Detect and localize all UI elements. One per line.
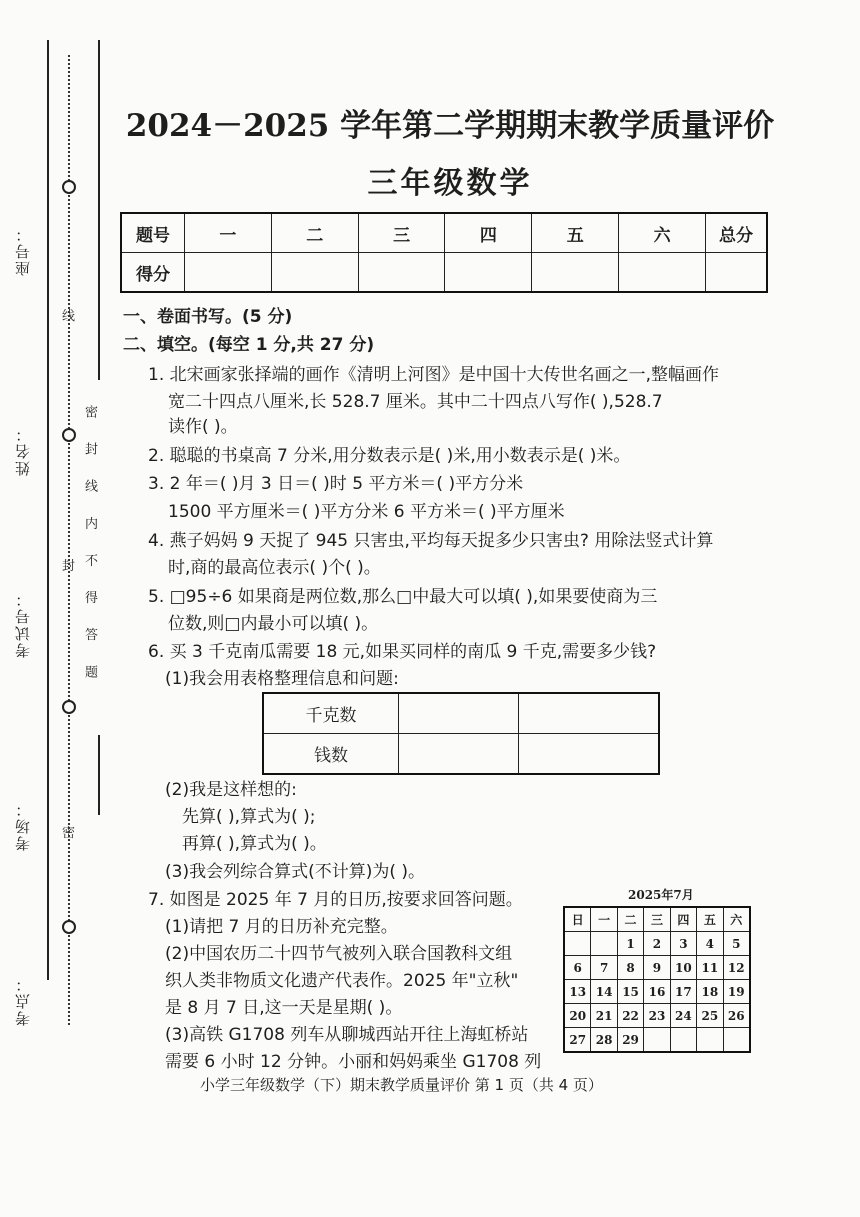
score-cell[interactable] (532, 253, 619, 293)
weekday-cell: 二 (617, 907, 643, 932)
binding-hole-1 (62, 180, 76, 194)
day-cell: 2 (644, 932, 670, 956)
day-cell: 23 (644, 1004, 670, 1028)
score-header-cell: 二 (271, 213, 358, 253)
day-cell: 9 (644, 956, 670, 980)
score-cell[interactable] (358, 253, 445, 293)
weekday-cell: 六 (723, 907, 750, 932)
weekday-cell: 三 (644, 907, 670, 932)
day-cell: 5 (723, 932, 750, 956)
day-cell: 21 (591, 1004, 617, 1028)
seal-char-mi: 密 (62, 826, 76, 841)
calendar-weekday-row (564, 907, 750, 932)
question-6-part-1: (1)我会用表格整理信息和问题: (165, 669, 399, 689)
section-1-heading: 一、卷面书写。(5 分) (123, 307, 293, 327)
score-cell[interactable] (271, 253, 358, 293)
exam-site-label: 考点： (14, 975, 32, 1026)
q6-blank-cell[interactable] (519, 734, 659, 775)
day-cell: 24 (670, 1004, 696, 1028)
day-cell: 7 (591, 956, 617, 980)
question-4-line-1: 4. 燕子妈妈 9 天捉了 945 只害虫,平均每天捉多少只害虫? 用除法竖式计算 (148, 531, 714, 551)
name-label: 姓名： (14, 425, 32, 476)
question-4-line-2: 时,商的最高位表示( )个( )。 (168, 558, 381, 578)
score-cell[interactable] (445, 253, 532, 293)
weekday-cell: 日 (564, 907, 591, 932)
question-6-part-2a: 先算( ),算式为( ); (182, 807, 316, 827)
page-title: 2024－2025 学年第二学期期末教学质量评价 (125, 108, 775, 144)
score-header-row (121, 213, 767, 253)
q6-label-weight: 千克数 (263, 693, 399, 734)
question-6: 6. 买 3 千克南瓜需要 18 元,如果买同样的南瓜 9 千克,需要多少钱? (148, 642, 657, 662)
section-2-heading: 二、填空。(每空 1 分,共 27 分) (123, 335, 375, 355)
exam-room-label: 考场： (14, 800, 32, 851)
calendar-table (563, 906, 751, 1053)
day-cell: 3 (670, 932, 696, 956)
score-row-label: 得分 (121, 253, 185, 293)
calendar-week-row (564, 1028, 750, 1053)
binding-line-right-lower (98, 735, 100, 815)
q6-info-table (262, 692, 660, 775)
question-1-line-1: 1. 北宋画家张择端的画作《清明上河图》是中国十大传世名画之一,整幅画作 (148, 365, 720, 385)
score-header-cell: 四 (445, 213, 532, 253)
score-header-cell: 总分 (706, 213, 768, 253)
day-cell: 19 (723, 980, 750, 1004)
day-cell: 20 (564, 1004, 591, 1028)
question-7-part-2-line-2: 织人类非物质文化遗产代表作。2025 年"立秋" (165, 971, 519, 991)
seal-notice: 密 封 线 内 不 得 答 题 (82, 405, 97, 688)
day-cell: 1 (617, 932, 643, 956)
question-3-line-2: 1500 平方厘米＝( )平方分米 6 平方米＝( )平方厘米 (168, 502, 565, 522)
score-value-row (121, 253, 767, 293)
binding-hole-4 (62, 920, 76, 934)
question-7-part-3-line-1: (3)高铁 G1708 列车从聊城西站开往上海虹桥站 (165, 1025, 529, 1045)
dotted-seal-line (68, 55, 70, 1025)
question-1-line-3: 读作( )。 (168, 417, 238, 437)
day-cell (723, 1028, 750, 1053)
score-table (120, 212, 768, 293)
question-5-line-2: 位数,则□内最小可以填( )。 (168, 614, 379, 634)
q6-blank-cell[interactable] (399, 734, 519, 775)
day-cell: 8 (617, 956, 643, 980)
question-7-part-2-line-3: 是 8 月 7 日,这一天是星期( )。 (165, 998, 403, 1018)
seat-label: 座号： (14, 225, 32, 276)
day-cell (697, 1028, 723, 1053)
day-cell (644, 1028, 670, 1053)
score-header-cell: 三 (358, 213, 445, 253)
day-cell: 6 (564, 956, 591, 980)
day-cell: 28 (591, 1028, 617, 1053)
seal-char-feng: 封 (62, 559, 76, 574)
binding-hole-2 (62, 428, 76, 442)
question-6-part-2b: 再算( ),算式为( )。 (182, 834, 327, 854)
question-7-part-1: (1)请把 7 月的日历补充完整。 (165, 917, 398, 937)
calendar-week-row (564, 956, 750, 980)
binding-line-right (98, 40, 100, 380)
score-cell[interactable] (619, 253, 706, 293)
question-6-part-2: (2)我是这样想的: (165, 780, 297, 800)
day-cell: 4 (697, 932, 723, 956)
score-cell[interactable] (185, 253, 272, 293)
day-cell: 10 (670, 956, 696, 980)
question-6-part-3: (3)我会列综合算式(不计算)为( )。 (165, 862, 426, 882)
day-cell: 25 (697, 1004, 723, 1028)
question-7: 7. 如图是 2025 年 7 月的日历,按要求回答问题。 (148, 890, 523, 910)
page-footer: 小学三年级数学（下）期末教学质量评价 第 1 页（共 4 页） (200, 1076, 603, 1094)
day-cell: 11 (697, 956, 723, 980)
day-cell: 17 (670, 980, 696, 1004)
q6-blank-cell[interactable] (519, 693, 659, 734)
question-1-line-2: 宽二十四点八厘米,长 528.7 厘米。其中二十四点八写作( ),528.7 (168, 392, 663, 412)
calendar-title: 2025年7月 (628, 888, 694, 902)
weekday-cell: 四 (670, 907, 696, 932)
binding-hole-3 (62, 700, 76, 714)
score-header-cell: 六 (619, 213, 706, 253)
q6-row-money (263, 734, 659, 775)
day-cell: 29 (617, 1028, 643, 1053)
score-header-cell: 五 (532, 213, 619, 253)
page-subtitle: 三年级数学 (367, 166, 533, 201)
day-cell: 14 (591, 980, 617, 1004)
weekday-cell: 一 (591, 907, 617, 932)
day-cell (564, 932, 591, 956)
day-cell: 18 (697, 980, 723, 1004)
day-cell: 26 (723, 1004, 750, 1028)
exam-number-label: 考试号： (14, 590, 32, 658)
calendar-week-row (564, 1004, 750, 1028)
q6-label-money: 钱数 (263, 734, 399, 775)
day-cell: 22 (617, 1004, 643, 1028)
calendar-week-row (564, 980, 750, 1004)
day-cell: 15 (617, 980, 643, 1004)
day-cell: 13 (564, 980, 591, 1004)
score-header-cell: 一 (185, 213, 272, 253)
calendar-week-row (564, 932, 750, 956)
day-cell (670, 1028, 696, 1053)
score-header-cell: 题号 (121, 213, 185, 253)
q6-blank-cell[interactable] (399, 693, 519, 734)
day-cell (591, 932, 617, 956)
seal-char-xian: 线 (62, 309, 76, 324)
weekday-cell: 五 (697, 907, 723, 932)
question-5-line-1: 5. □95÷6 如果商是两位数,那么□中最大可以填( ),如果要使商为三 (148, 587, 658, 607)
day-cell: 27 (564, 1028, 591, 1053)
q6-row-weight (263, 693, 659, 734)
question-7-part-3-line-2: 需要 6 小时 12 分钟。小丽和妈妈乘坐 G1708 列 (165, 1052, 542, 1072)
day-cell: 12 (723, 956, 750, 980)
score-cell[interactable] (706, 253, 768, 293)
question-7-part-2-line-1: (2)中国农历二十四节气被列入联合国教科文组 (165, 944, 513, 964)
question-2: 2. 聪聪的书桌高 7 分米,用分数表示是( )米,用小数表示是( )米。 (148, 446, 631, 466)
binding-line-left (47, 40, 49, 980)
day-cell: 16 (644, 980, 670, 1004)
question-3-line-1: 3. 2 年＝( )月 3 日＝( )时 5 平方米＝( )平方分米 (148, 474, 524, 494)
